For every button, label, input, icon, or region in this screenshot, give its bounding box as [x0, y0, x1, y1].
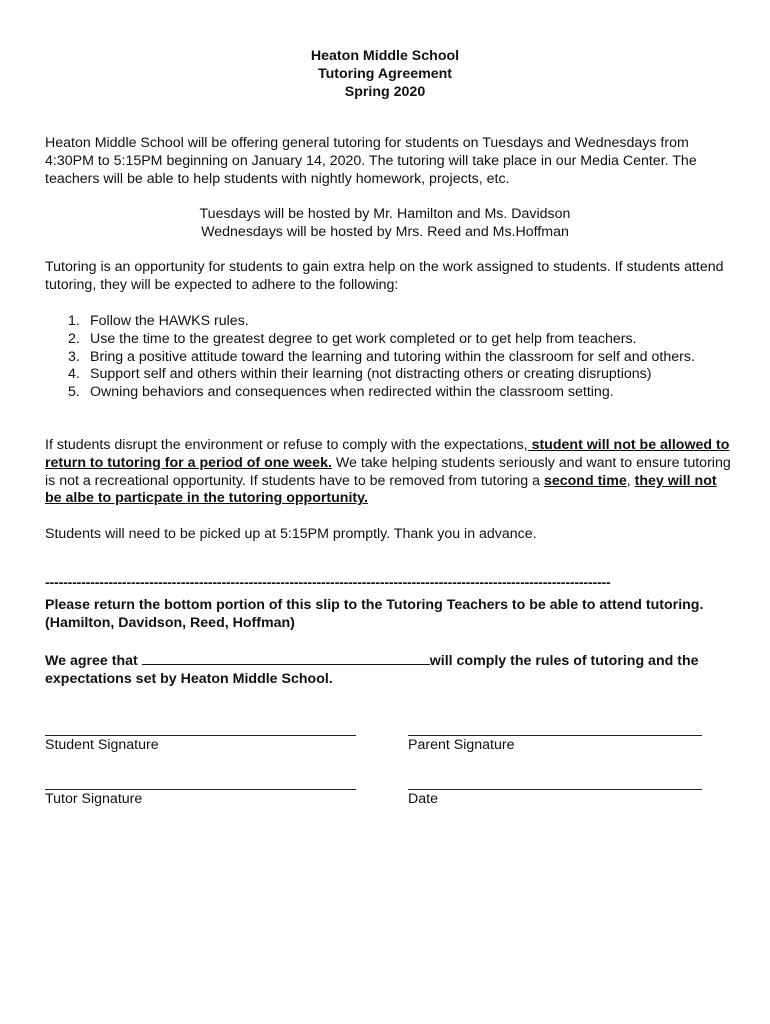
consequence-text: ,	[626, 472, 635, 489]
list-number: 5.	[68, 384, 80, 401]
consequence-emphasis: they will not be albe to particpate in the tutoring opportunity.	[45, 472, 717, 507]
school-name: Heaton Middle School	[310, 48, 460, 64]
student-name-blank[interactable]	[142, 650, 430, 665]
return-instructions: Please return the bottom portion of this slip to the Tutoring Teachers to be able to attend tutoring. (Hamilton, Davidson, Reed, Hoffman)	[45, 597, 704, 631]
list-item	[68, 331, 738, 349]
consequence-text: We take helping students seriously and want to ensure tutoring is not a recreational opportunity. If students have to be removed from tutoring a	[45, 454, 731, 489]
document-title: Tutoring Agreement	[318, 66, 452, 82]
student-signature-label: Student Signature	[45, 737, 159, 753]
parent-signature-label: Parent Signature	[408, 737, 515, 753]
wednesday-hosts: Wednesdays will be hosted by Mrs. Reed and Ms.Hoffman	[201, 223, 569, 240]
list-item	[68, 366, 738, 384]
list-number: 2.	[68, 330, 80, 347]
list-text: Bring a positive attitude toward the learning and tutoring within the classroom for self and others.	[90, 348, 695, 365]
agreement-suffix: will comply the rules of tutoring and the expectations set by Heaton Middle School.	[45, 653, 699, 687]
hosts-section	[0, 206, 770, 242]
opportunity-paragraph: Tutoring is an opportunity for students to gain extra help on the work assigned to students. If students attend tutoring, they will be expected to adhere to the following:	[45, 259, 724, 293]
cut-line: -----------------------------------------------------------------------------------------------------------------------------	[45, 576, 611, 590]
consequence-text: If students disrupt the environment or refuse to comply with the expectations,	[45, 437, 528, 453]
student-signature-line[interactable]	[45, 735, 356, 736]
consequence-paragraph	[45, 437, 735, 508]
list-item	[68, 384, 738, 402]
document-header	[0, 47, 770, 101]
list-number: 3.	[68, 348, 80, 365]
pickup-note: Students will need to be picked up at 5:15PM promptly. Thank you in advance.	[45, 526, 537, 542]
agreement-prefix: We agree that	[45, 653, 142, 669]
list-number: 1.	[68, 313, 80, 329]
list-item	[68, 313, 738, 331]
list-text: Support self and others within their learning (not distracting others or creating disruptions)	[90, 366, 652, 383]
rules-list	[68, 313, 738, 402]
agreement-statement	[45, 650, 735, 689]
tutor-signature-label: Tutor Signature	[45, 791, 143, 807]
date-label: Date	[408, 791, 438, 807]
tuesday-hosts: Tuesdays will be hosted by Mr. Hamilton and Ms. Davidson	[199, 206, 571, 222]
tutor-signature-line[interactable]	[45, 789, 356, 790]
list-item	[68, 349, 738, 367]
document-term: Spring 2020	[344, 84, 426, 100]
parent-signature-line[interactable]	[408, 735, 702, 736]
intro-paragraph: Heaton Middle School will be offering general tutoring for students on Tuesdays and Wednesdays from 4:30PM to 5:15PM beginning on January 14, 2020. The tutoring will take place in our Media Center. The teachers will be able to help students with nightly homework, projects, etc.	[45, 135, 697, 187]
consequence-emphasis: student will not be allowed to return to tutoring for a period of one week.	[45, 437, 730, 471]
consequence-emphasis: second time	[543, 472, 627, 489]
list-text: Follow the HAWKS rules.	[90, 313, 249, 329]
list-text: Owning behaviors and consequences when redirected within the classroom setting.	[90, 384, 614, 401]
list-text: Use the time to the greatest degree to get work completed or to get help from teachers.	[90, 330, 637, 347]
date-line[interactable]	[408, 789, 702, 790]
list-number: 4.	[68, 366, 80, 383]
